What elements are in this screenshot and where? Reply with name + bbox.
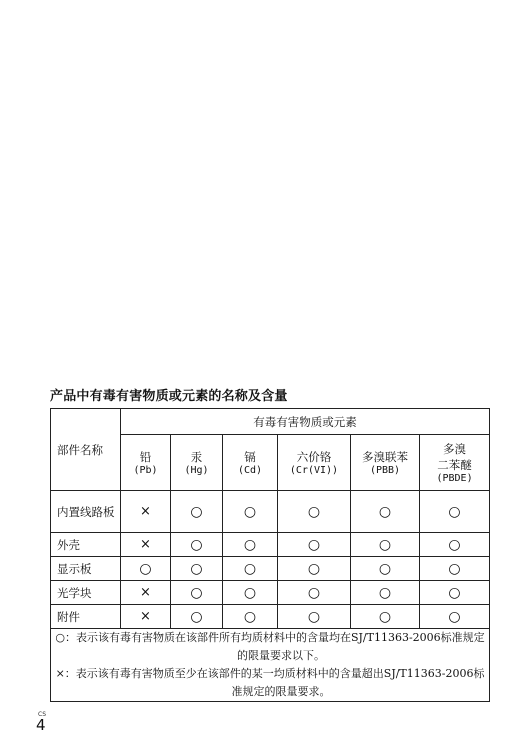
substance-mark: ○: [351, 581, 420, 605]
substance-mark: ○: [223, 581, 278, 605]
substance-mark: ○: [420, 581, 490, 605]
substance-mark: ○: [223, 533, 278, 557]
substance-mark: ○: [420, 557, 490, 581]
substance-mark: ○: [351, 491, 420, 533]
substance-mark: ○: [420, 491, 490, 533]
part-name: 附件: [51, 605, 121, 629]
substance-mark: ○: [278, 491, 351, 533]
substance-mark: ○: [171, 605, 223, 629]
substance-mark: ○: [171, 491, 223, 533]
part-name: 外壳: [51, 533, 121, 557]
column-symbol: (PBDE): [436, 473, 473, 484]
substance-mark: ○: [223, 557, 278, 581]
column-header-cr6: [278, 435, 351, 491]
column-header-hg: [171, 435, 223, 491]
substance-mark: ○: [278, 605, 351, 629]
part-name: 内置线路板: [51, 491, 121, 533]
column-header-pb: [121, 435, 171, 491]
substances-group-header: 有毒有害物质或元素: [121, 409, 490, 435]
legend-note-circle: ○：表示该有毒有害物质在该部件所有均质材料中的含量均在SJ/T11363-2006标准规定的限量要求以下。: [55, 631, 485, 662]
column-header-pbde: [420, 435, 490, 491]
column-symbol: (Cr(VI)): [289, 465, 339, 476]
substance-mark: ○: [171, 581, 223, 605]
column-name: 多溴 二苯醚: [437, 442, 472, 472]
column-header-cd: [223, 435, 278, 491]
substance-mark: ×: [121, 581, 171, 605]
substance-mark: ○: [121, 557, 171, 581]
part-name: 光学块: [51, 581, 121, 605]
substance-mark: ○: [420, 533, 490, 557]
column-symbol: (PBB): [369, 465, 401, 476]
column-name: 多溴联苯: [362, 450, 408, 464]
part-name: 显示板: [51, 557, 121, 581]
column-name: 汞: [190, 450, 203, 464]
table-row: [51, 605, 490, 629]
substance-mark: ×: [121, 533, 171, 557]
table-row: [51, 581, 490, 605]
column-symbol: (Hg): [184, 465, 209, 476]
table-row: [51, 533, 490, 557]
substance-mark: ○: [278, 533, 351, 557]
column-name: 铅: [139, 450, 152, 464]
substance-mark: ○: [223, 491, 278, 533]
notes-row: [51, 629, 490, 702]
column-symbol: (Pb): [133, 465, 158, 476]
column-header-pbb: [351, 435, 420, 491]
substance-mark: ○: [278, 581, 351, 605]
substance-mark: ○: [351, 557, 420, 581]
page-number: 4: [36, 716, 46, 734]
table-row: [51, 557, 490, 581]
column-name: 六价铬: [296, 450, 332, 464]
substance-mark: ×: [121, 491, 171, 533]
substance-mark: ×: [121, 605, 171, 629]
substance-mark: ○: [420, 605, 490, 629]
substance-mark: ○: [351, 533, 420, 557]
hazardous-substances-table: [50, 408, 490, 702]
legend-note-cross: ×：表示该有毒有害物质至少在该部件的某一均质材料中的含量超出SJ/T11363-2006标准规定的限量要求。: [55, 667, 485, 698]
page-title: 产品中有毒有害物质或元素的名称及含量: [50, 389, 288, 404]
substance-mark: ○: [171, 557, 223, 581]
substance-mark: ○: [351, 605, 420, 629]
part-name-header: 部件名称: [51, 409, 121, 491]
column-symbol: (Cd): [237, 465, 263, 476]
legend-notes: [51, 629, 490, 702]
table-row: [51, 491, 490, 533]
language-code: CS: [38, 711, 46, 718]
substance-mark: ○: [223, 605, 278, 629]
substance-mark: ○: [171, 533, 223, 557]
column-name: 镉: [244, 450, 256, 464]
substance-mark: ○: [278, 557, 351, 581]
